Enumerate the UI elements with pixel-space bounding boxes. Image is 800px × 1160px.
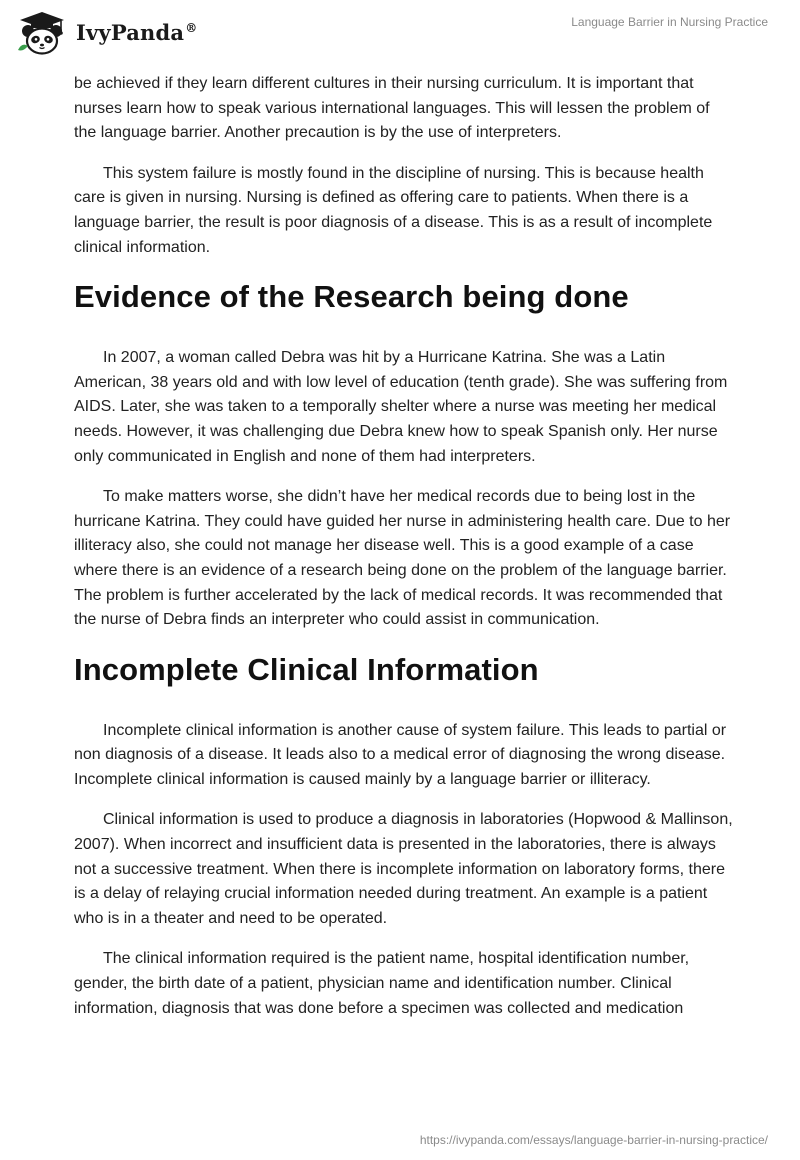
panda-graduate-icon bbox=[14, 10, 70, 56]
paragraph: Incomplete clinical information is another cause of system failure. This leads to partial or non diagnosis of a disease. It leads also to a medical error of diagnosing the wrong disease. Incomplete clinical information is caused mainly by a language barrier or illiteracy. bbox=[74, 721, 727, 788]
ivypanda-logo[interactable] bbox=[14, 10, 197, 56]
section-heading: Incomplete Clinical Information bbox=[74, 651, 539, 687]
brand-name: IvyPanda® bbox=[76, 19, 198, 45]
section-heading: Evidence of the Research being done bbox=[74, 279, 629, 315]
paragraph: be achieved if they learn different cultures in their nursing curriculum. It is important that nurses learn how to speak various international languages. This will lessen the problem of the language barrier. Another precaution is by the use of interpreters. bbox=[74, 75, 710, 142]
source-url-link[interactable]: https://ivypanda.com/essays/language-barrier-in-nursing-practice/ bbox=[419, 1133, 768, 1147]
registered-mark: ® bbox=[185, 20, 198, 35]
article-body bbox=[74, 72, 734, 1037]
paragraph: This system failure is mostly found in the discipline of nursing. This is because health care is given in nursing. Nursing is defined as offering care to patients. When there is a language barrier, the result is poor diagnosis of a disease. This is as a result of incomplete clinical information. bbox=[74, 164, 713, 256]
paragraph: The clinical information required is the patient name, hospital identification number, gender, the birth date of a patient, physician name and identification number. Clinical information, diagnosis that was done before a specimen was collected and medication bbox=[74, 950, 690, 1017]
document-title: Language Barrier in Nursing Practice bbox=[571, 15, 768, 29]
paragraph: To make matters worse, she didn’t have her medical records due to being lost in the hurricane Katrina. They could have guided her nurse in administering health care. Due to her illiteracy also, she could not manage her disease well. This is a good example of a case where there is an evidence of a research being done on the problem of the language barrier. The problem is further accelerated by the lack of medical records. It was recommended that the nurse of Debra finds an interpreter who could assist in communication. bbox=[74, 488, 731, 629]
paragraph: Clinical information is used to produce a diagnosis in laboratories (Hopwood & Mallinson, 2007). When incorrect and insufficient data is presented in the laboratories, there is always not a successive treatment. When there is incomplete information on laboratory forms, there is a delay of relaying crucial information needed during treatment. An example is a patient who is in a theater and need to be operated. bbox=[74, 811, 733, 927]
paragraph: In 2007, a woman called Debra was hit by a Hurricane Katrina. She was a Latin American, 38 years old and with low level of education (tenth grade). She was suffering from AIDS. Later, she was taken to a temporally shelter where a nurse was meeting her medical needs. However, it was challenging due Debra knew how to speak Spanish only. Her nurse only communicated in English and none of them had interpreters. bbox=[74, 349, 728, 465]
page-header bbox=[0, 0, 800, 64]
